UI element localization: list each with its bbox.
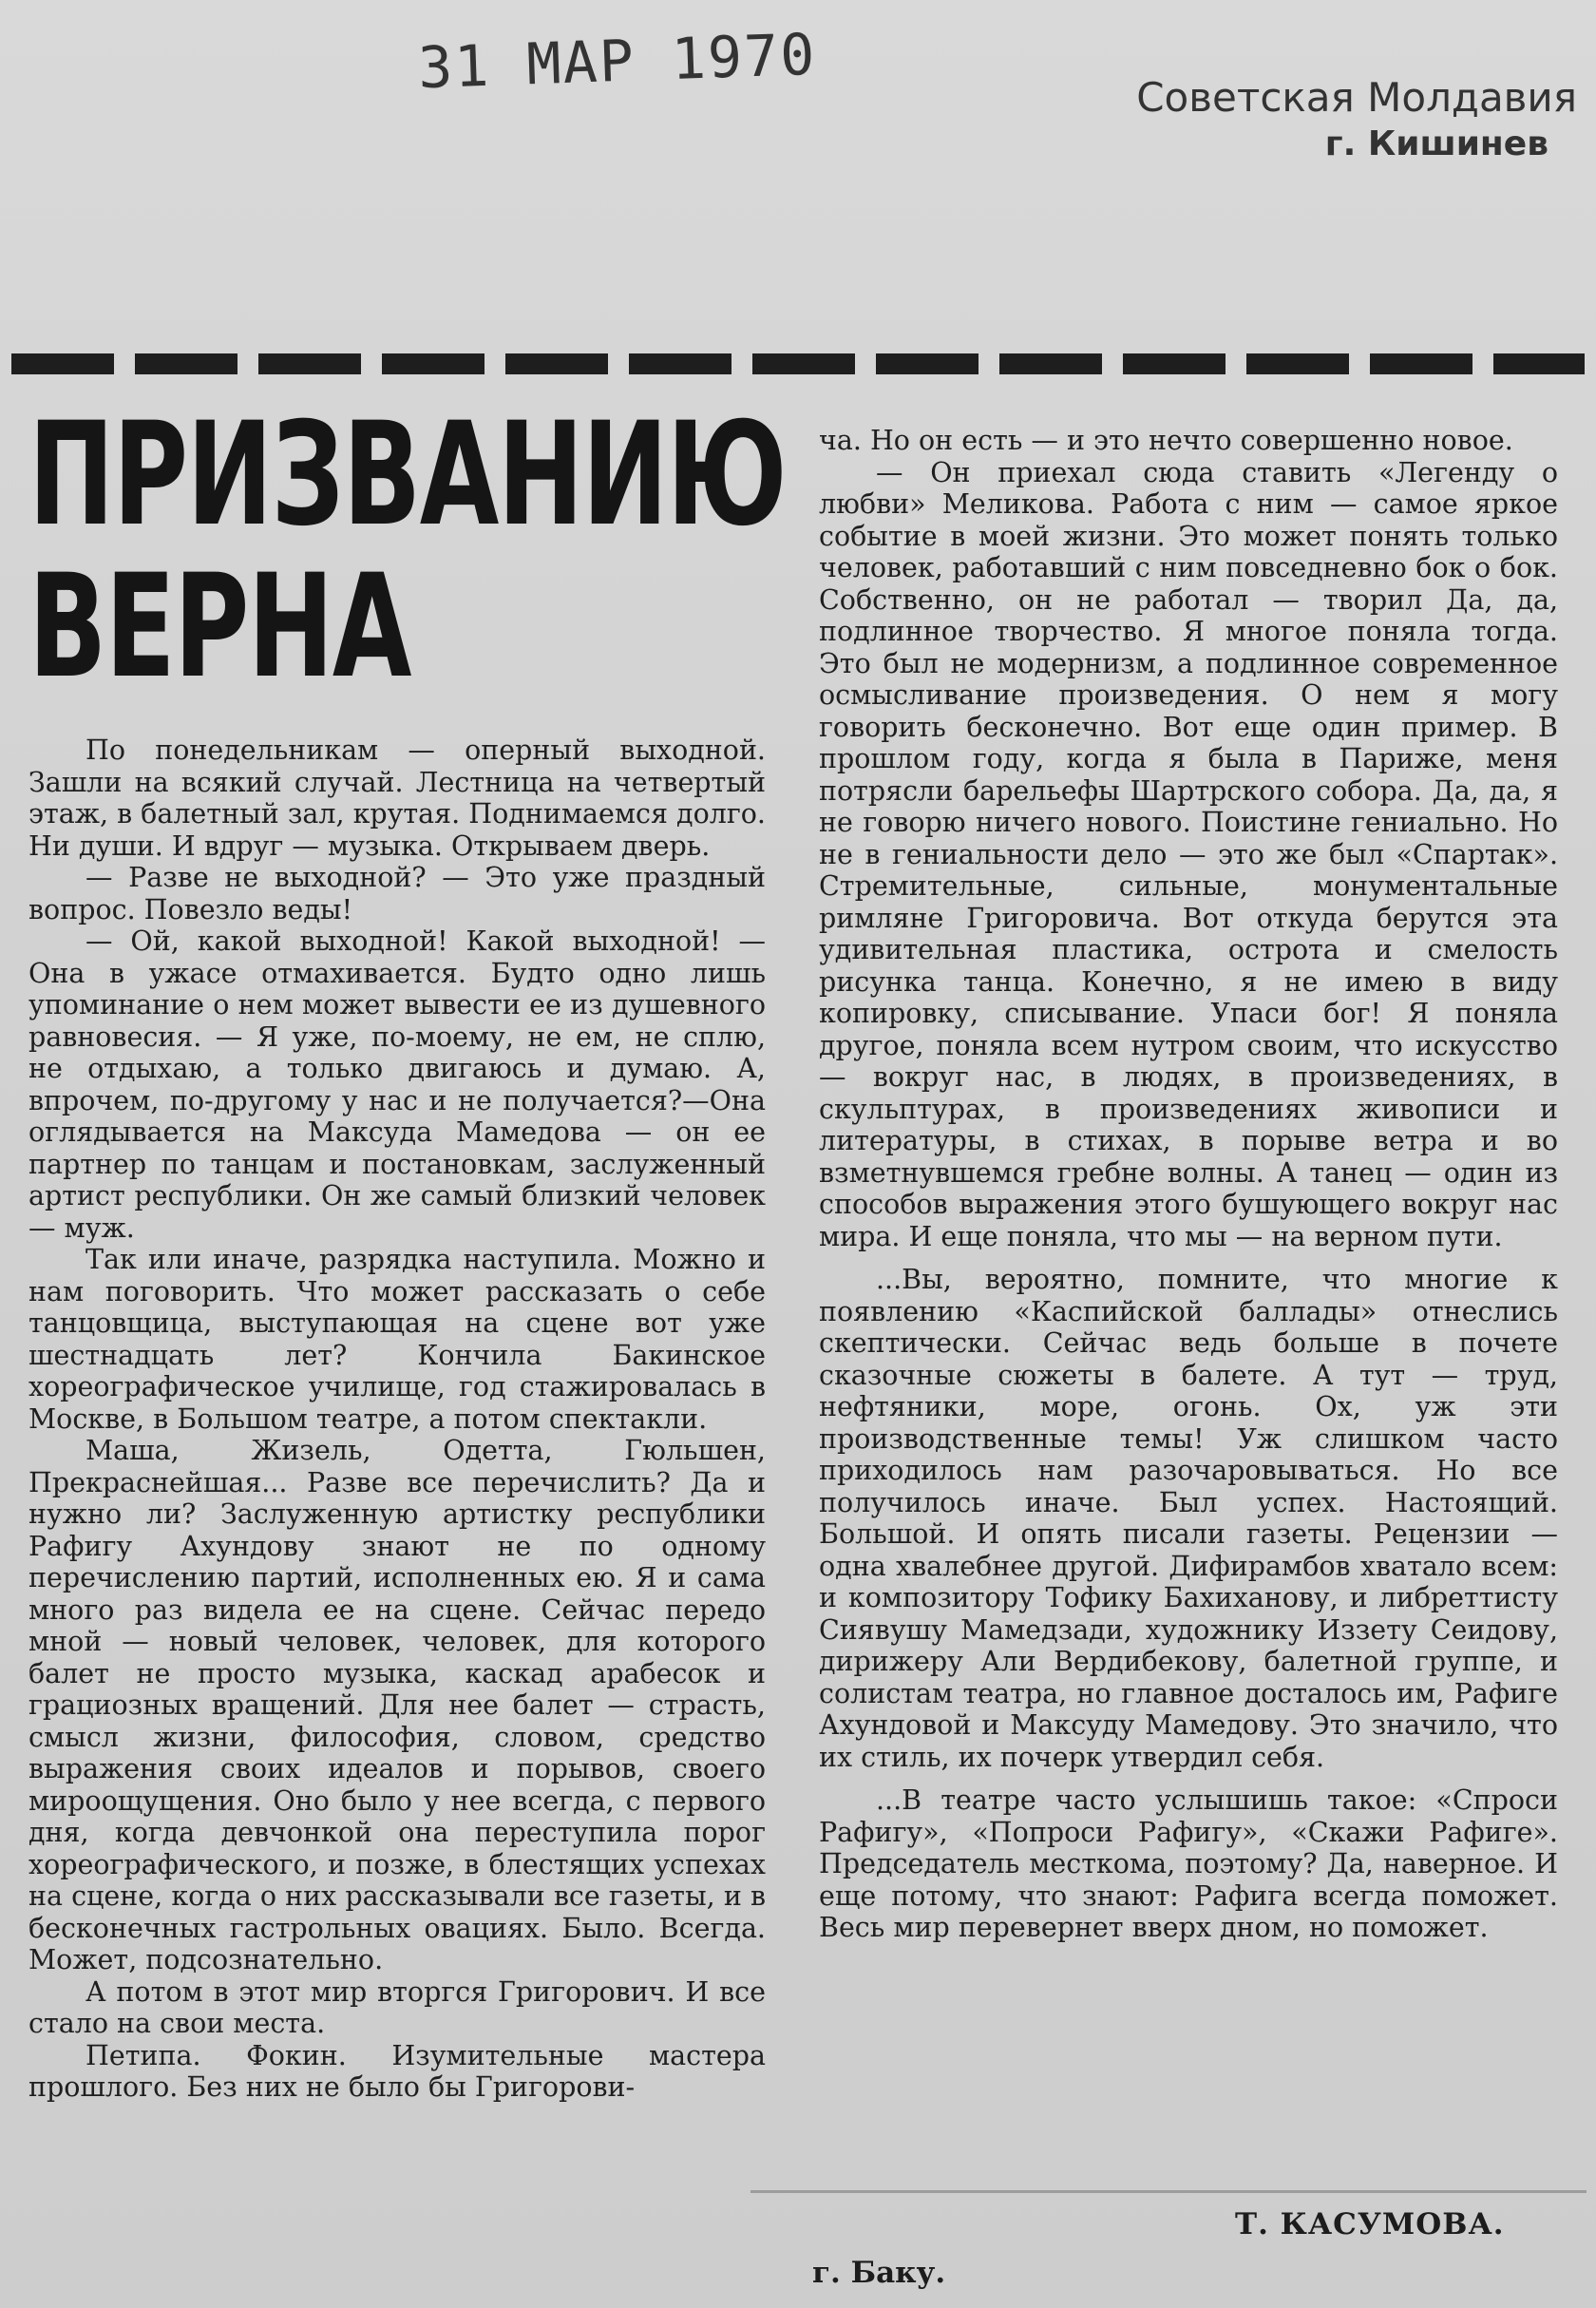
signature-divider: [750, 2190, 1586, 2193]
right-paragraph: ...В театре часто услышишь такое: «Спроси Рафигу», «Попроси Рафигу», «Скажи Рафиге». Председатель месткома, поэтому? Да, наверное. И еще потому, что знают: Рафига всегда поможет. Весь мир перевернет вверх дном, но поможет.: [819, 1784, 1558, 1943]
left-paragraph: А потом в этот мир вторгся Григорович. И все стало на свои места.: [28, 1975, 766, 2039]
article-title: [28, 392, 787, 710]
newspaper-name: Советская Молдавия: [1136, 74, 1577, 121]
date-stamp: 31 МАР 1970: [416, 21, 818, 103]
left-paragraph: — Ой, какой выходной! Какой выходной! — Она в ужасе отмахивается. Будто одно лишь упоминание о нем может вывести ее из душевного равновесия. — Я уже, по-моему, не ем, не сплю, не отдыхаю, а только двигаюсь и думаю. А, впрочем, по-другому у нас и не получается?—Она оглядывается на Максуда Мамедова — он ее партнер по танцам и постановкам, заслуженный артист республики. Он же самый близкий человек — муж.: [28, 925, 766, 1244]
article-title-line-2: ВЕРНА: [28, 544, 411, 710]
left-paragraph: — Разве не выходной? — Это уже праздный вопрос. Повезло веды!: [28, 862, 766, 925]
newspaper-city: г. Кишинев: [1324, 124, 1548, 163]
dashed-rule: [11, 353, 1585, 374]
newspaper-stamp: [1130, 74, 1577, 163]
left-column: [28, 734, 766, 2104]
right-paragraph: ча. Но он есть — и это нечто совершенно новое.: [819, 425, 1513, 456]
left-paragraph: Петипа. Фокин. Изумительные мастера прошлого. Без них не было бы Григорови-: [28, 2039, 766, 2103]
right-column: [819, 425, 1558, 1944]
right-paragraph: ...Вы, вероятно, помните, что многие к появлению «Каспийской баллады» отнеслись скептически. Сейчас ведь больше в почете сказочные сюжеты в балете. А тут — труд, нефтяники, море, огонь. Ох, уж эти производственные темы! Уж слишком часто приходилось нам разочаровываться. Но все получилось иначе. Был успех. Настоящий. Большой. И опять писали газеты. Рецензии — одна хвалебнее другой. Дифирамбов хватало всем: и композитору Тофику Бахиханову, и либреттисту Сиявушу Мамедзади, художнику Иззету Сеидову, дирижеру Али Вердибекову, балетной группе, и солистам театра, но главное досталось им, Рафиге Ахундовой и Максуду Мамедову. Это значило, что их стиль, их почерк утвердил себя.: [819, 1264, 1558, 1773]
article-author: Т. КАСУМОВА.: [1235, 2207, 1505, 2241]
left-paragraph: По понедельникам — оперный выходной. Зашли на всякий случай. Лестница на четвертый этаж, в балетный зал, крутая. Поднимаемся долго. Ни души. И вдруг — музыка. Открываем дверь.: [28, 734, 766, 862]
left-paragraph: Маша, Жизель, Одетта, Гюльшен, Прекраснейшая... Разве все перечислить? Да и нужно ли? Заслуженную артистку республики Рафигу Ахундову знают не по одному перечислению партий, исполненных ею. Я и сама много раз видела ее на сцене. Сейчас передо мной — новый человек, человек, для которого балет не просто музыка, каскад арабесок и грациозных вращений. Для нее балет — страсть, смысл жизни, философия, словом, средство выражения своих идеалов и порывов, своего мироощущения. Оно было у нее всегда, с первого дня, когда девчонкой она переступила порог хореографического, и позже, в блестящих успехах на сцене, когда о них рассказывали все газеты, и в бесконечных гастрольных овациях. Было. Всегда. Может, подсознательно.: [28, 1435, 766, 1975]
left-paragraph: Так или иначе, разрядка наступила. Можно и нам поговорить. Что может рассказать о себе танцовщица, выступающая на сцене вот уже шестнадцать лет? Кончила Бакинское хореографическое училище, год стажировалась в Москве, в Большом театре, а потом спектакли.: [28, 1244, 766, 1435]
right-paragraph: — Он приехал сюда ставить «Легенду о любви» Меликова. Работа с ним — самое яркое событие в моей жизни. Это может понять только человек, работавший с ним повседневно бок о бок. Собственно, он не работал — творил Да, да, подлинное творчество. Я многое поняла тогда. Это был не модернизм, а подлинное современное осмысливание произведения. О нем я могу говорить бесконечно. Вот еще один пример. В прошлом году, когда я была в Париже, меня потрясли барельефы Шартрского собора. Да, да, я не говорю ничего нового. Поистине гениально. Но не в гениальности дело — это же был «Спартак». Стремительные, сильные, монументальные римляне Григоровича. Вот откуда берутся эта удивительная пластика, острота и смелость рисунка танца. Конечно, я не имею в виду копировку, списывание. Упаси бог! Я поняла другое, поняла всем нутром своим, что искусство — вокруг нас, в людях, в произведениях, в скульптурах, в произведениях живописи и литературы, в стихах, в порыве ветра и во взметнувшемся гребне волны. А танец — один из способов выражения этого бушующего вокруг нас мира. И еще поняла, что мы — на верном пути.: [819, 456, 1558, 1252]
article-city: г. Баку.: [812, 2256, 946, 2290]
article-title-line-1: ПРИЗВАНИЮ: [28, 392, 787, 558]
